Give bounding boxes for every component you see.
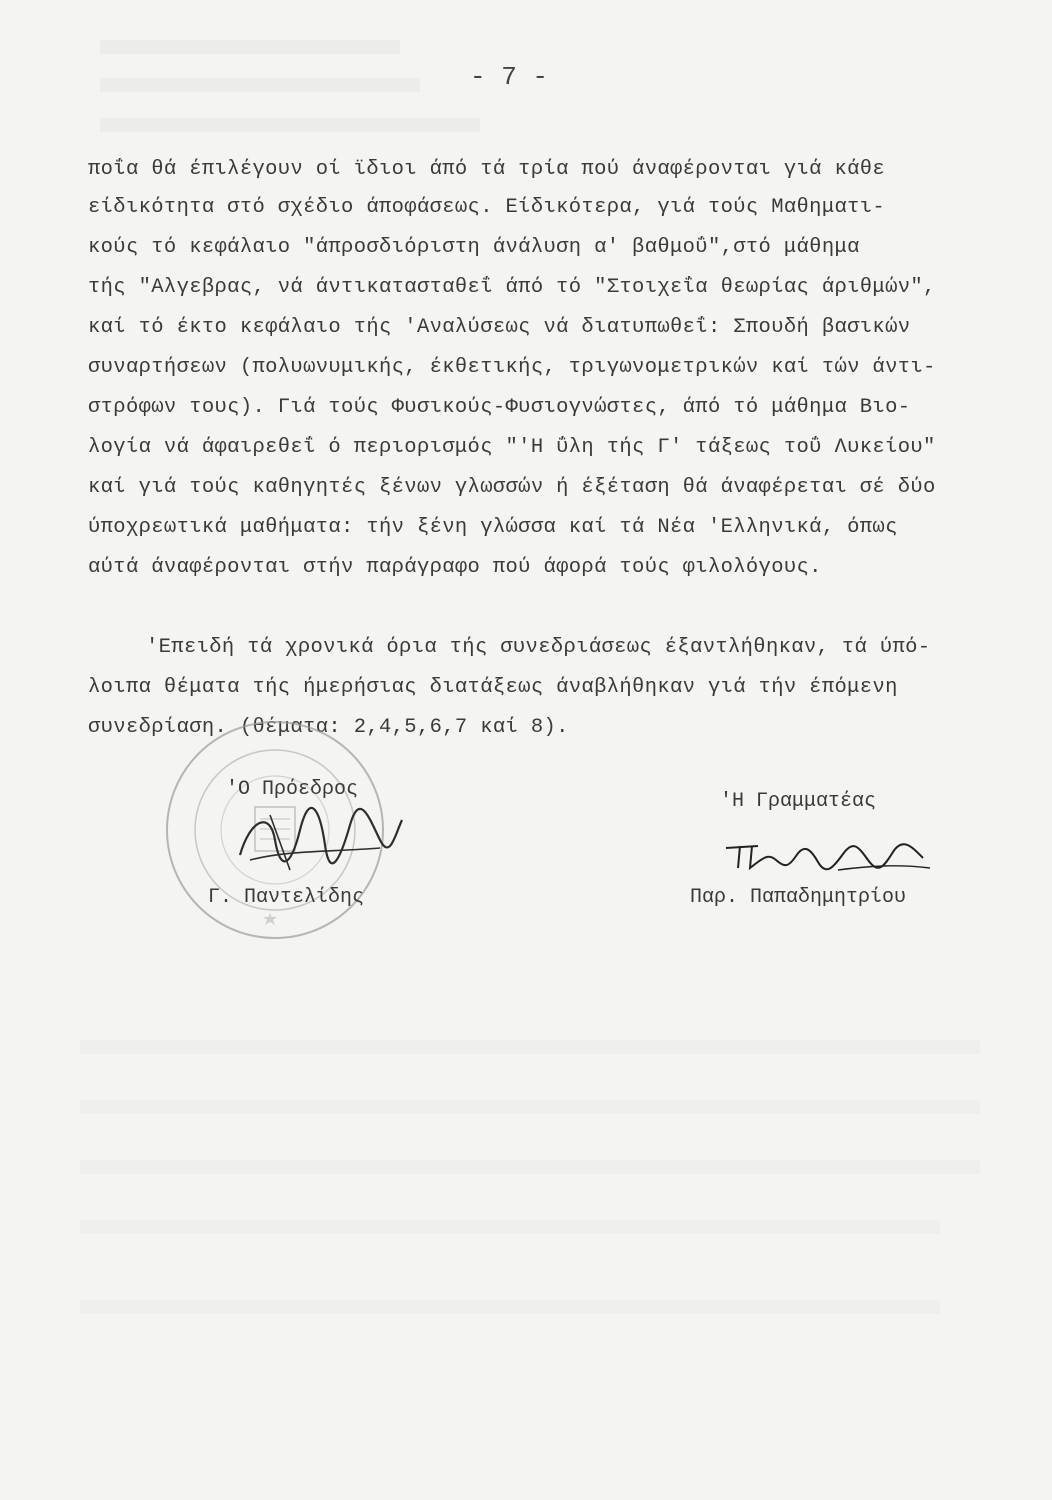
page-number: - 7 - [470,62,549,92]
secretary-title: 'Η Γραμματέας [720,790,877,813]
body-line: ύποχρεωτικά μαθήματα: τήν ξένη γλώσσα καί τά Νέα 'Ελληνικά, όπως [88,516,898,539]
body-line: καί γιά τούς καθηγητές ξένων γλωσσών ή έξέταση θά άναφέρεται σέ δύο [88,476,936,499]
body-line: ποΐα θά έπιλέγουν οί ϊδιοι άπό τά τρία πού άναφέρονται γιά κάθε [88,158,886,181]
body-line: είδικότητα στό σχέδιο άποφάσεως. Είδικότερα, γιά τούς Μαθηματι- [88,196,886,219]
president-name: Γ. Παντελίδης [208,886,365,909]
closing-line: 'Επειδή τά χρονικά όρια τής συνεδριάσεως έξαντλήθηκαν, τά ύπό- [146,636,931,659]
body-line: στρόφων τους). Γιά τούς Φυσικούς-Φυσιογνώστες, άπό τό μάθημα Βιο- [88,396,911,419]
secretary-name: Παρ. Παπαδημητρίου [690,886,907,909]
secretary-signature [718,828,938,878]
body-line: καί τό έκτο κεφάλαιο τής 'Αναλύσεως νά διατυπωθεΐ: Σπουδή βασικών [88,316,911,339]
president-signature [230,800,410,880]
body-line: αύτά άναφέρονται στήν παράγραφο πού άφορά τούς φιλολόγους. [88,556,822,579]
body-line: συναρτήσεων (πολυωνυμικής, έκθετικής, τριγωνομετρικών καί τών άντι- [88,356,936,379]
closing-line: συνεδρίαση. (θέματα: 2,4,5,6,7 καί 8). [88,716,569,739]
president-title: 'Ο Πρόεδρος [226,778,359,801]
closing-line: λοιπα θέματα τής ήμερήσιας διατάξεως άναβλήθηκαν γιά τήν έπόμενη [88,676,898,699]
body-line: κούς τό κεφάλαιο "άπροσδιόριστη άνάλυση α' βαθμοΰ",στό μάθημα [88,236,860,259]
body-line: λογία νά άφαιρεθεΐ ό περιορισμός "'Η ΰλη τής Γ' τάξεως τοΰ Λυκείου" [88,436,936,459]
body-line: τής "Αλγεβρας, νά άντικατασταθεΐ άπό τό "Στοιχεΐα θεωρίας άριθμών", [88,276,936,299]
